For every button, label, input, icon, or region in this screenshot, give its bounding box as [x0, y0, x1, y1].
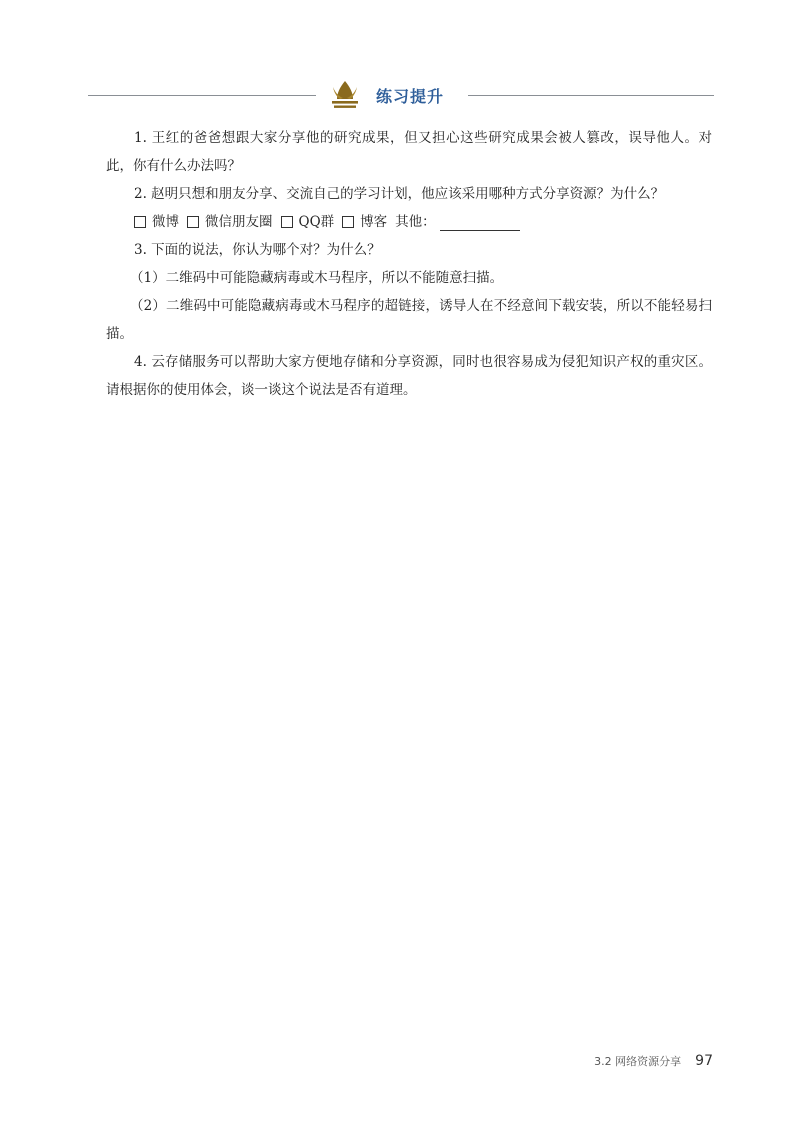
- option-label: QQ群: [298, 214, 335, 230]
- section-header: [88, 76, 714, 116]
- question-1: 1. 王红的爸爸想跟大家分享他的研究成果，但又担心这些研究成果会被人篡改，误导他人。对此，你有什么办法吗？: [106, 130, 712, 174]
- checkbox-icon[interactable]: [134, 216, 146, 228]
- checkbox-icon[interactable]: [187, 216, 199, 228]
- option-qq-group[interactable]: [281, 208, 335, 236]
- option-label: 微信朋友圈: [205, 214, 273, 230]
- question-3: 3. 下面的说法，你认为哪个对？为什么？: [134, 242, 381, 258]
- page-number: 97: [695, 1053, 713, 1069]
- option-wechat-moments[interactable]: [187, 208, 273, 236]
- question-2: 2. 赵明只想和朋友分享、交流自己的学习计划，他应该采用哪种方式分享资源？为什么？: [134, 186, 665, 202]
- option-weibo[interactable]: [134, 208, 179, 236]
- header-rule-left: [88, 95, 316, 96]
- header-rule-right: [468, 95, 714, 96]
- checkbox-icon[interactable]: [281, 216, 293, 228]
- option-label: 博客: [360, 214, 388, 230]
- question-3-item-1: （1）二维码中可能隐藏病毒或木马程序，所以不能随意扫描。: [130, 270, 504, 286]
- question-4: 4. 云存储服务可以帮助大家方便地存储和分享资源，同时也很容易成为侵犯知识产权的重灾区。请根据你的使用体会，谈一谈这个说法是否有道理。: [106, 354, 712, 398]
- section-title: 练习提升: [376, 87, 445, 106]
- option-other[interactable]: [395, 208, 520, 236]
- question-3-item-2: （2）二维码中可能隐藏病毒或木马程序的超链接，诱导人在不经意间下载安装，所以不能轻易扫描。: [106, 298, 712, 342]
- question-2-options: [106, 208, 712, 236]
- chapter-label: 3.2 网络资源分享: [594, 1055, 682, 1068]
- fill-in-blank[interactable]: [440, 214, 520, 231]
- page-footer: [594, 1053, 713, 1069]
- checkbox-icon[interactable]: [342, 216, 354, 228]
- landscape-emblem-icon: [328, 78, 362, 112]
- option-blog[interactable]: [342, 208, 387, 236]
- option-label: 微博: [152, 214, 179, 230]
- option-other-label: 其他：: [395, 214, 436, 230]
- exercise-content: [106, 124, 712, 404]
